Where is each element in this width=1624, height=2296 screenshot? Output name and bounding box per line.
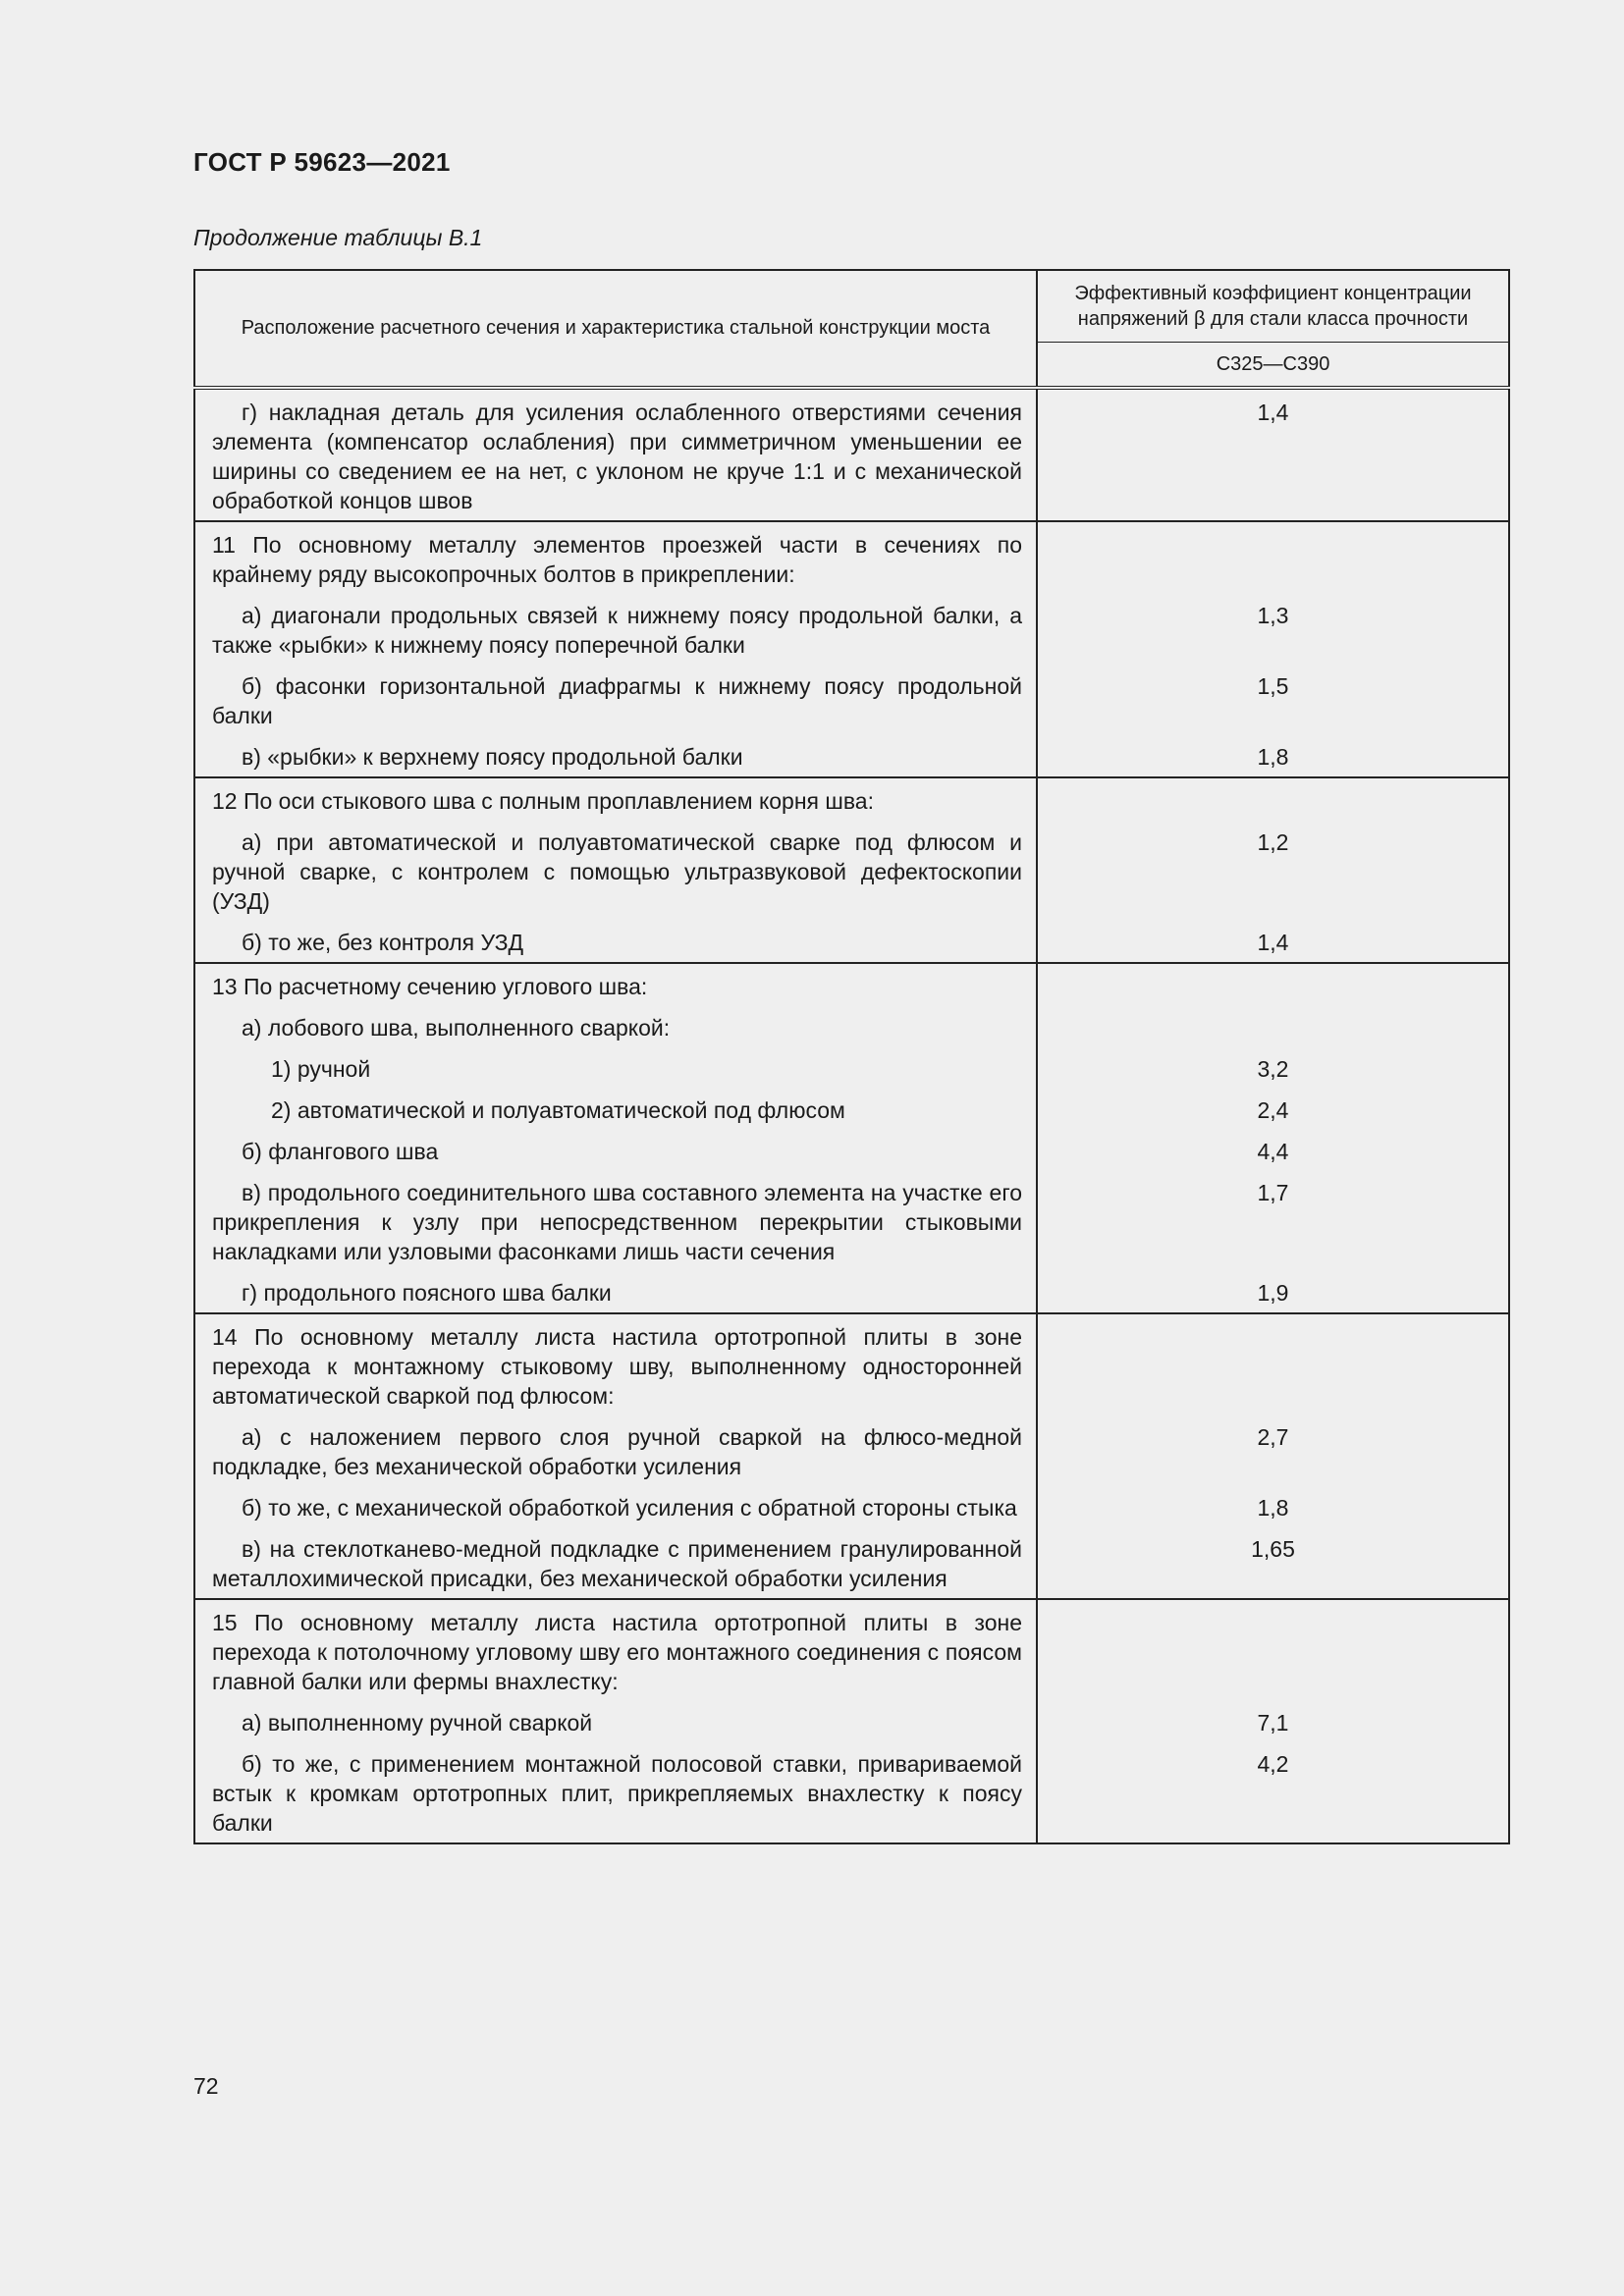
- table-row: [194, 589, 1509, 660]
- row-value: [1038, 1314, 1508, 1322]
- row-value: 3,2: [1257, 1056, 1289, 1082]
- table-row: [194, 1266, 1509, 1313]
- row-value: 1,9: [1257, 1280, 1289, 1306]
- row-text: б) то же, с применением монтажной полосовой ставки, привариваемой встык к кромкам ортотропных плит, прикрепляемых внахлестку к поясу балки: [212, 1751, 1022, 1836]
- row-text: а) с наложением первого слоя ручной сваркой на флюсо-медной подкладке, без механической обработки усиления: [212, 1424, 1022, 1479]
- row-text: б) фасонки горизонтальной диафрагмы к нижнему поясу продольной балки: [212, 673, 1022, 728]
- row-text: в) на стеклотканево-медной подкладке с применением гранулированной металлохимической присадки, без механической обработки усиления: [212, 1536, 1022, 1591]
- table-row: [194, 963, 1509, 1001]
- row-text: 1) ручной: [271, 1056, 371, 1082]
- row-text: 15 По основному металлу листа настила ортотропной плиты в зоне перехода к потолочному угловому шву его монтажного соединения с поясом главной балки или фермы внахлестку:: [212, 1610, 1022, 1694]
- column-subheader-steel-class: С325—С390: [1037, 343, 1509, 389]
- row-text: а) при автоматической и полуавтоматической сварке под флюсом и ручной сварке, с контролем с помощью ультразвуковой дефектоскопии (УЗД): [212, 829, 1022, 914]
- table-row: [194, 660, 1509, 730]
- row-text: 12 По оси стыкового шва с полным проплавлением корня шва:: [212, 788, 874, 814]
- table-row: [194, 1522, 1509, 1599]
- row-text: в) «рыбки» к верхнему поясу продольной балки: [242, 744, 743, 770]
- row-value: 7,1: [1257, 1710, 1289, 1735]
- table-row: [194, 521, 1509, 589]
- table-row: [194, 1313, 1509, 1411]
- table-row: [194, 388, 1509, 521]
- row-text: 2) автоматической и полуавтоматической под флюсом: [271, 1097, 845, 1123]
- row-text: 14 По основному металлу листа настила ортотропной плиты в зоне перехода к монтажному стыковому шву, выполненному односторонней автоматической сваркой под флюсом:: [212, 1324, 1022, 1409]
- table-row: [194, 730, 1509, 777]
- row-text: а) выполненному ручной сваркой: [242, 1710, 593, 1735]
- table-row: [194, 916, 1509, 963]
- row-text: а) диагонали продольных связей к нижнему поясу продольной балки, а также «рыбки» к нижнему поясу поперечной балки: [212, 603, 1022, 658]
- row-value: 4,2: [1257, 1751, 1289, 1777]
- row-text: б) то же, с механической обработкой усиления с обратной стороны стыка: [242, 1495, 1017, 1521]
- row-text: в) продольного соединительного шва составного элемента на участке его прикрепления к узлу при непосредственном перекрытии стыковыми накладками или узловыми фасонками лишь части сечения: [212, 1180, 1022, 1264]
- row-value: 1,3: [1257, 603, 1289, 628]
- row-text: а) лобового шва, выполненного сваркой:: [242, 1015, 671, 1041]
- row-value: 1,4: [1257, 400, 1289, 425]
- row-value: 1,7: [1257, 1180, 1289, 1205]
- row-value: [1038, 964, 1508, 972]
- table-row: [194, 1042, 1509, 1084]
- row-value: 2,7: [1257, 1424, 1289, 1450]
- beta-coefficient-table: [193, 269, 1510, 1844]
- table-row: [194, 1411, 1509, 1481]
- row-text: 11 По основному металлу элементов проезжей части в сечениях по крайнему ряду высокопрочных болтов в прикреплении:: [212, 532, 1022, 587]
- table-row: [194, 1481, 1509, 1522]
- document-code: ГОСТ Р 59623—2021: [193, 147, 451, 177]
- table-row: [194, 816, 1509, 916]
- row-text: б) то же, без контроля УЗД: [242, 930, 524, 955]
- row-value: [1038, 778, 1508, 786]
- row-text: б) флангового шва: [242, 1139, 439, 1164]
- row-value: 2,4: [1257, 1097, 1289, 1123]
- row-value: [1038, 522, 1508, 530]
- page-number: 72: [193, 2073, 219, 2099]
- column-header-coefficient: Эффективный коэффициент концентрации напряжений β для стали класса прочности: [1037, 270, 1509, 343]
- row-text: 13 По расчетному сечению углового шва:: [212, 974, 648, 999]
- table-row: [194, 1001, 1509, 1042]
- row-value: [1038, 1001, 1508, 1013]
- table-row: [194, 1599, 1509, 1696]
- row-text: г) накладная деталь для усиления ослабленного отверстиями сечения элемента (компенсатор ослабления) при симметричном уменьшении ее ширины со сведением ее на нет, с уклоном не круче 1:1 и с механической обработкой концов швов: [212, 400, 1022, 513]
- table-row: [194, 1166, 1509, 1266]
- column-header-section: Расположение расчетного сечения и характеристика стальной конструкции моста: [194, 270, 1037, 388]
- table-row: [194, 1125, 1509, 1166]
- row-value: 1,2: [1257, 829, 1289, 855]
- table-row: [194, 1737, 1509, 1843]
- row-value: 1,8: [1257, 1495, 1289, 1521]
- table-caption: Продолжение таблицы В.1: [193, 225, 483, 250]
- row-text: г) продольного поясного шва балки: [242, 1280, 612, 1306]
- row-value: 1,8: [1257, 744, 1289, 770]
- row-value: 1,65: [1251, 1536, 1295, 1562]
- row-value: 1,4: [1257, 930, 1289, 955]
- table-row: [194, 777, 1509, 816]
- row-value: [1038, 1600, 1508, 1608]
- row-value: 4,4: [1257, 1139, 1289, 1164]
- table-row: [194, 1696, 1509, 1737]
- row-value: 1,5: [1257, 673, 1289, 699]
- table-row: [194, 1084, 1509, 1125]
